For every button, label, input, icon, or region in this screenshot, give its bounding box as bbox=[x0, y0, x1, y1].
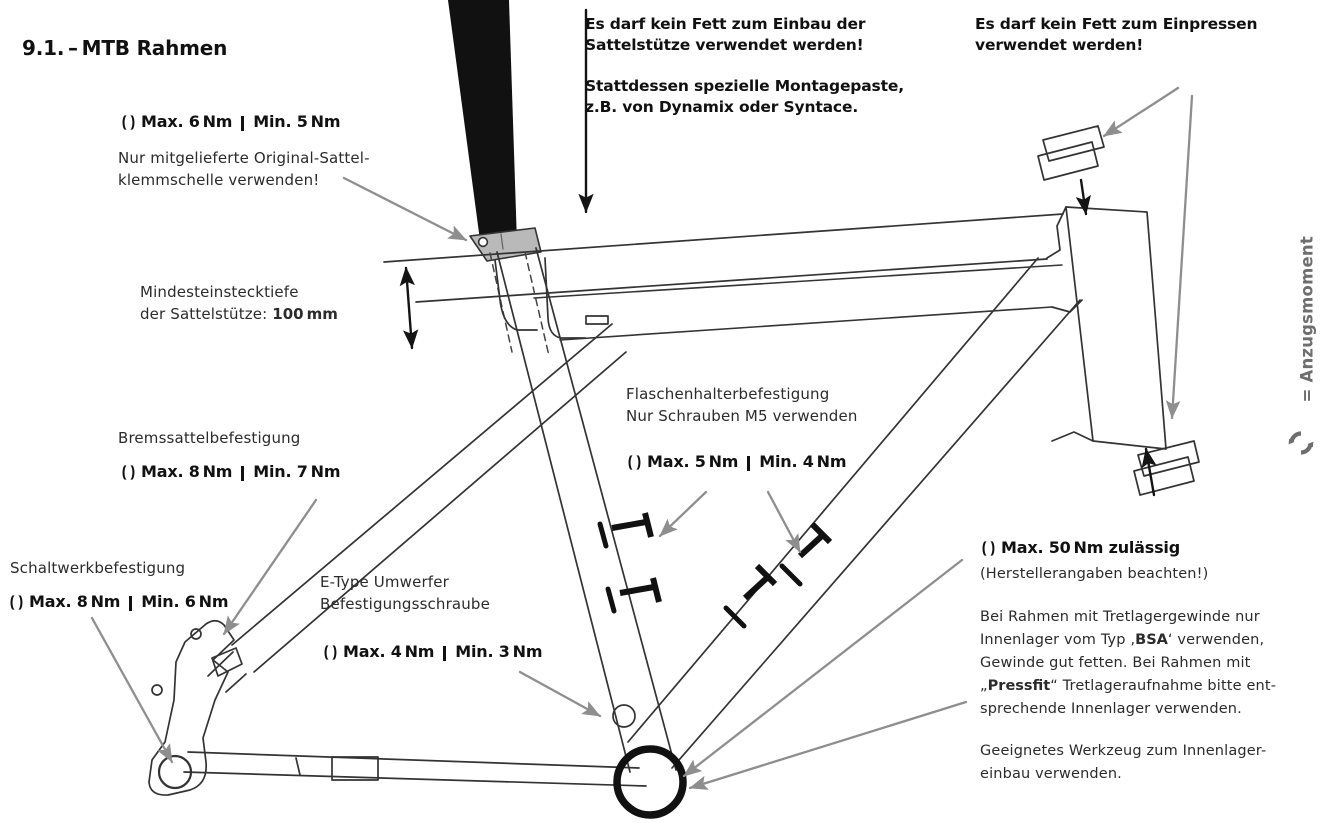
head-tube bbox=[1047, 207, 1166, 449]
warning-seatpost-line3: Stattdessen spezielle Montagepaste, bbox=[585, 77, 904, 95]
leader-derailleur-hanger bbox=[92, 618, 172, 762]
note-bottle-cage bbox=[626, 384, 956, 427]
seatstay-joint-b bbox=[208, 652, 233, 676]
bb-standard-bsa: BSA bbox=[1135, 632, 1168, 648]
bottle-cage-bolt bbox=[620, 587, 654, 593]
torque-min-label: Min. 4 Nm bbox=[759, 452, 847, 471]
downtube-inner-ref bbox=[560, 307, 1052, 340]
seatpost bbox=[444, 0, 517, 248]
top-tube-lower bbox=[416, 259, 1047, 302]
downtube-top-ref bbox=[534, 265, 1062, 298]
insertion-depth-line1: Mindesteinstecktiefe bbox=[140, 283, 299, 301]
etype-line1: E-Type Umwerfer bbox=[320, 573, 449, 591]
bottle-cage-bolt-head bbox=[645, 513, 651, 537]
seat-gusset-right bbox=[545, 258, 585, 338]
leader-headset-grease-lower bbox=[1172, 96, 1192, 418]
legend-torque bbox=[1280, 236, 1324, 460]
bb-p1-line5: sprechende Innenlager verwenden. bbox=[980, 701, 1242, 717]
torque-max-label: Max. 8 Nm bbox=[29, 592, 121, 611]
warning-headset-grease bbox=[975, 14, 1305, 56]
torque-max-label: Max. 5 Nm bbox=[647, 452, 739, 471]
seatstay-lower bbox=[254, 352, 626, 672]
torque-seat-clamp bbox=[120, 112, 340, 131]
chainstay-lower bbox=[184, 772, 646, 786]
bottom-bracket-shell bbox=[617, 749, 683, 815]
bottom-bracket-paragraph-2 bbox=[980, 740, 1326, 786]
downtube-cable-stop bbox=[586, 316, 608, 324]
bottle-cage-line2: Nur Schrauben M5 verwenden bbox=[626, 406, 858, 425]
legend-label: = Anzugsmoment bbox=[1297, 236, 1317, 403]
bb-p1-line1: Bei Rahmen mit Tretlagergewinde nur bbox=[980, 609, 1260, 625]
headset-cup-upper bbox=[1038, 126, 1104, 180]
torque-min-label: Min. 7 Nm bbox=[253, 462, 341, 481]
rear-dropout bbox=[149, 621, 242, 795]
torque-max-label: Max. 4 Nm bbox=[343, 642, 435, 661]
torque-separator bbox=[241, 116, 244, 131]
torque-wrench-icon bbox=[120, 114, 137, 131]
leader-etype bbox=[520, 672, 600, 716]
bb-p1-line4 bbox=[980, 675, 1326, 698]
warning-seatpost-line4: z.B. von Dynamix oder Syntace. bbox=[585, 98, 859, 116]
bb-standard-pressfit: Pressfit bbox=[987, 678, 1051, 694]
bb-p1-line2-prefix: Innenlager vom Typ ‚ bbox=[980, 632, 1136, 648]
bottle-cage-bolt-head bbox=[653, 578, 659, 602]
bottle-cage-bolt bbox=[745, 576, 769, 598]
torque-max-label: Max. 8 Nm bbox=[141, 462, 233, 481]
leader-headset-grease bbox=[1104, 88, 1178, 136]
leader-bottom-bracket bbox=[690, 702, 966, 788]
seatstay-joint-a bbox=[226, 674, 246, 692]
torque-wrench-icon bbox=[980, 540, 997, 557]
insertion-depth-value: 100 mm bbox=[272, 304, 338, 323]
note-insertion-depth bbox=[140, 282, 430, 325]
warning-headset-line2: verwendet werden! bbox=[975, 36, 1144, 54]
note-seat-clamp-line2: klemmschelle verwenden! bbox=[118, 170, 320, 189]
bb-p1-line4-prefix: „ bbox=[980, 678, 988, 694]
warning-seatpost-line1: Es darf kein Fett zum Einbau der bbox=[585, 15, 866, 33]
torque-bottom-bracket bbox=[980, 538, 1180, 557]
note-seat-clamp bbox=[118, 148, 418, 191]
bottom-bracket-paragraph-1 bbox=[980, 606, 1326, 721]
torque-brake-caliper bbox=[120, 462, 340, 481]
bb-p2-line2: einbau verwenden. bbox=[980, 766, 1122, 782]
bolt-socket bbox=[782, 566, 800, 584]
torque-separator bbox=[747, 456, 750, 471]
insertion-depth-line2 bbox=[140, 304, 430, 326]
bottom-bracket-subnote: (Herstellerangaben beachten!) bbox=[980, 566, 1209, 582]
label-derailleur-hanger: Schaltwerkbefestigung bbox=[10, 559, 186, 577]
etype-line2: Befestigungsschraube bbox=[320, 594, 490, 613]
note-seat-clamp-line1: Nur mitgelieferte Original-Sattel- bbox=[118, 149, 370, 167]
bottle-cage-bolt bbox=[612, 522, 646, 528]
torque-wrench-icon bbox=[1286, 428, 1316, 458]
bb-p1-line2-suffix: ‘ verwenden, bbox=[1167, 632, 1265, 648]
torque-wrench-icon bbox=[322, 644, 339, 661]
warning-headset-line1: Es darf kein Fett zum Einpressen bbox=[975, 15, 1258, 33]
leader-bottle-left bbox=[660, 492, 706, 536]
warning-seatpost-grease bbox=[585, 14, 975, 56]
torque-etype bbox=[322, 642, 542, 661]
torque-separator bbox=[443, 646, 446, 661]
bottle-cage-line1: Flaschenhalterbefestigung bbox=[626, 385, 830, 403]
torque-min-label: Min. 3 Nm bbox=[455, 642, 543, 661]
torque-wrench-icon bbox=[120, 464, 137, 481]
insertion-depth-prefix: der Sattelstütze: bbox=[140, 304, 273, 323]
bb-p1-line3: Gewinde gut fetten. Bei Rahmen mit bbox=[980, 655, 1251, 671]
torque-wrench-icon bbox=[8, 594, 25, 611]
torque-bottle-cage bbox=[626, 452, 846, 471]
chainstay-joint bbox=[296, 758, 300, 775]
bolt-socket bbox=[600, 524, 606, 546]
chainstay-upper bbox=[188, 752, 639, 768]
page-title: 9.1. – MTB Rahmen bbox=[22, 36, 228, 60]
torque-min-label: Min. 5 Nm bbox=[253, 112, 341, 131]
torque-min-label: Min. 6 Nm bbox=[141, 592, 229, 611]
bb-p2-line1: Geeignetes Werkzeug zum Innenlager- bbox=[980, 743, 1267, 759]
torque-separator bbox=[129, 596, 132, 611]
warning-seatpost-paste bbox=[585, 76, 985, 118]
bb-p1-line4-suffix: “ Tretlageraufnahme bitte ent- bbox=[1050, 678, 1277, 694]
bb-p1-line2 bbox=[980, 629, 1326, 652]
label-brake-caliper: Bremssattelbefestigung bbox=[118, 429, 301, 447]
leader-bottom-bracket-2 bbox=[684, 560, 962, 776]
leader-bottle-right bbox=[768, 492, 800, 552]
note-etype bbox=[320, 572, 620, 615]
torque-max-label: Max. 6 Nm bbox=[141, 112, 233, 131]
press-direction-lower bbox=[1146, 449, 1154, 495]
torque-wrench-icon bbox=[626, 454, 643, 471]
bottle-cage-bolt bbox=[800, 534, 824, 556]
torque-separator bbox=[241, 466, 244, 481]
torque-derailleur-hanger bbox=[8, 592, 228, 611]
torque-max-label: Max. 50 Nm zulässig bbox=[1001, 538, 1180, 557]
warning-seatpost-line2: Sattelstütze verwendet werden! bbox=[585, 36, 864, 54]
